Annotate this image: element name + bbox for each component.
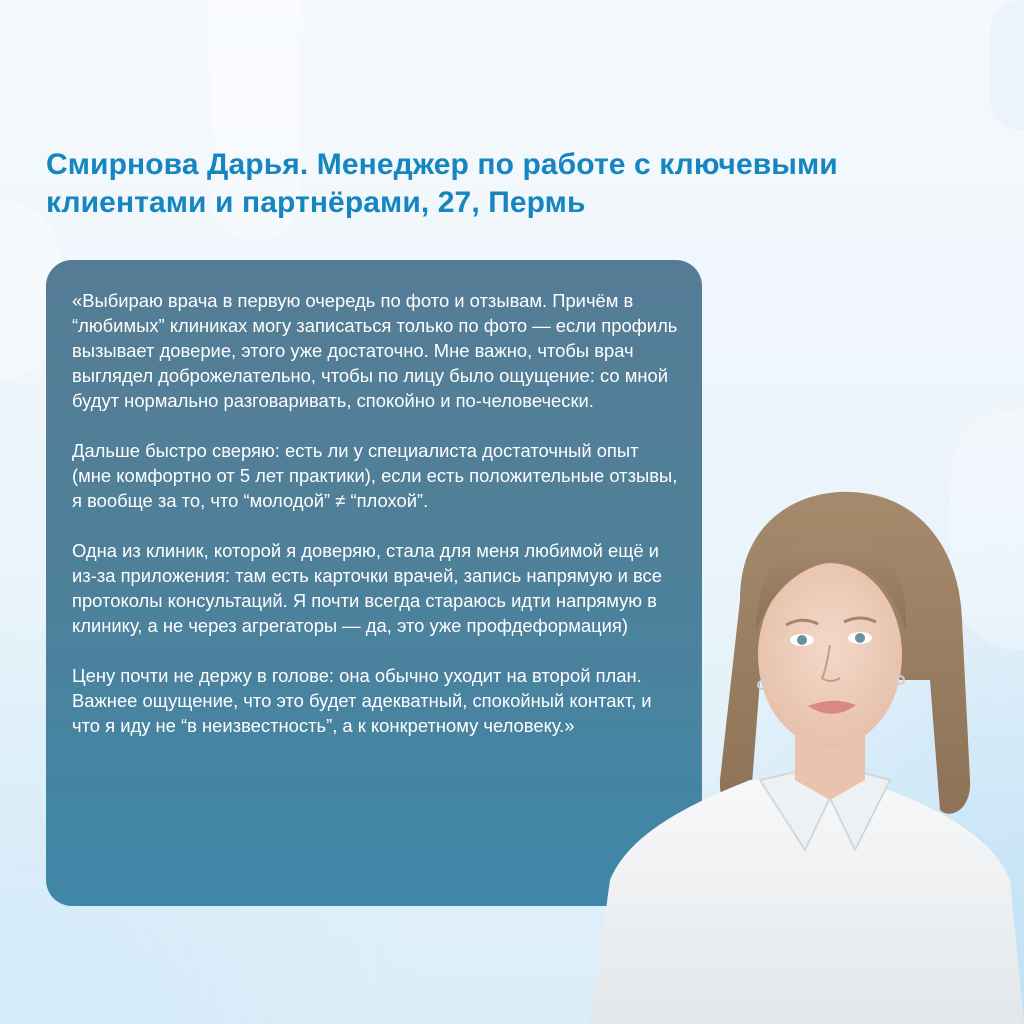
quote-paragraph-2: Дальше быстро сверяю: есть ли у специалиста достаточный опыт (мне комфортно от 5 лет практики), если есть положительные отзывы, я вообще за то, что “молодой” ≠ “плохой”. <box>72 440 678 511</box>
title-line-1: Смирнова Дарья. Менеджер по работе с ключевыми <box>46 148 838 181</box>
quote-paragraph-3: Одна из клиник, которой я доверяю, стала для меня любимой ещё и из-за приложения: там есть карточки врачей, запись напрямую и все протоколы консультаций. Я почти всегда стараюсь идти напрямую в клинику, а не через агрегаторы — да, это уже профдеформация) <box>72 540 662 636</box>
quote-paragraph-1: «Выбираю врача в первую очередь по фото и отзывам. Причём в “любимых” клиниках могу записаться только по фото — если профиль вызывает доверие, этого уже достаточно. Мне важно, чтобы врач выглядел доброжелательно, чтобы по лицу было ощущение: со мной будут нормально разговаривать, спокойно и по-человечески. <box>72 290 678 411</box>
background-shape <box>990 0 1024 130</box>
title-line-2: клиентами и партнёрами, 27, Пермь <box>46 186 586 219</box>
quote-paragraph-4: Цену почти не держу в голове: она обычно уходит на второй план. Важнее ощущение, что это будет адекватный, спокойный контакт, и что я иду не “в неизвестность”, а к конкретному человеку.» <box>72 665 652 736</box>
page-title <box>46 146 966 222</box>
portrait-photo <box>590 480 1024 1024</box>
